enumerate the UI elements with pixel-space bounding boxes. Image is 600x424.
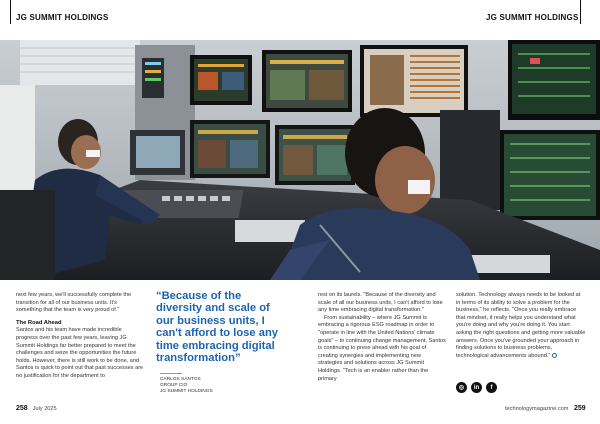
- header-rule-left: [10, 0, 11, 24]
- body-column-1: [16, 292, 144, 381]
- column1-paragraph-1: next few years, we'll successfully complete the transition for all of our business units. It's something that the team is very proud of.": [16, 292, 132, 314]
- body-column-4: [456, 292, 586, 360]
- column3-paragraph-2: From sustainability – where JG Summit is embracing a rigorous ESG roadmap in order to "operate in line with the United Nations' climate goals" – to continuing change management, Santos is continuing to press ahead with his goal of creating synergies and implementing new strategies and solutions across JG Summit Holdings. "Tech is an enabler rather than the primary: [318, 314, 446, 382]
- attribution-name: CARLOS SANTOS: [160, 377, 201, 382]
- column3-paragraph-1: rest on its laurels. "Because of the diversity and scale of all our business units, I can't afford to lose any time embracing digital transformation.": [318, 292, 443, 314]
- attribution-divider: [160, 373, 182, 374]
- header-title-left: JG SUMMIT HOLDINGS: [16, 13, 109, 22]
- page-number-left: 258: [16, 405, 28, 412]
- section-heading: The Road Ahead: [16, 319, 62, 326]
- social-icons: [456, 382, 497, 393]
- column4-paragraph-1: solution. Technology always needs to be looked at in terms of its ability to solve a problem for the business," he reflects. "Once you really embrace that mindset, it really helps you understand what you're doing and why you're doing it. You start asking the right questions and getting more valuable answers. Once you've grounded your approach in finding solutions to business problems, technological advancements abound.": [456, 292, 586, 359]
- issue-date: July 2025: [32, 406, 57, 412]
- attribution-org: JG SUMMIT HOLDINGS: [160, 389, 213, 394]
- quote-attribution: [160, 373, 213, 395]
- facebook-icon[interactable]: f: [486, 382, 497, 393]
- column1-paragraph-2: Santos and his team have made incredible progress over the past few years, leaving JG Summit Holdings far better prepared to meet the challenges and seize the opportunities the future holds. However, there is still work to be done, and Santos is quick to point out that past successes are no justification for the department to: [16, 327, 144, 379]
- body-column-3: [318, 292, 446, 383]
- end-of-article-icon: [552, 353, 557, 358]
- header-rule-right: [580, 0, 581, 24]
- control-room-photo: [0, 40, 600, 280]
- linkedin-icon[interactable]: in: [471, 382, 482, 393]
- page-number-right: 259: [574, 405, 586, 412]
- pull-quote: “Because of the diversity and scale of our business units, I can't afford to lose any time embracing digital transformation”: [156, 290, 279, 365]
- attribution-role: GROUP CIO: [160, 383, 188, 388]
- header-title-right: JG SUMMIT HOLDINGS: [486, 13, 579, 22]
- instagram-icon[interactable]: ◎: [456, 382, 467, 393]
- footer-left: [16, 405, 57, 412]
- footer-right: [505, 405, 586, 412]
- site-url[interactable]: technologymagazine.com: [505, 406, 569, 412]
- control-room-illustration: [0, 40, 600, 280]
